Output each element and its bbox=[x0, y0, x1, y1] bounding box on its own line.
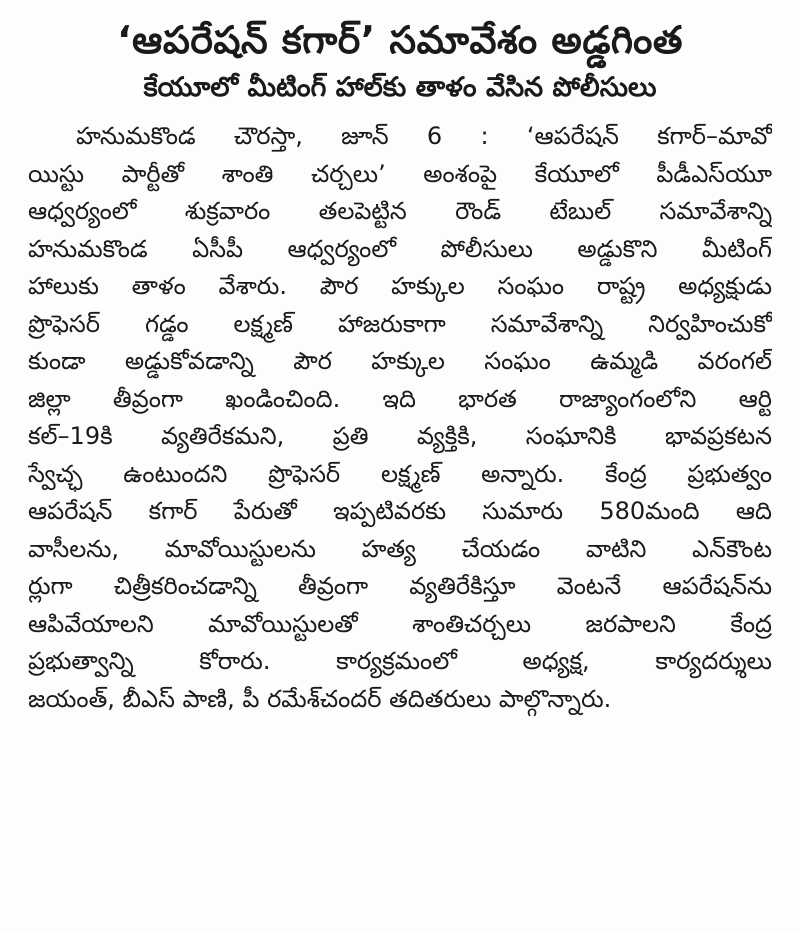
body-line: ఆపివేయాలని మావోయిస్టులతో శాంతిచర్చలు జరపాలని కేంద్ర bbox=[28, 609, 772, 638]
body-line: ఆపరేషన్ కగార్ పేరుతో ఇప్పటివరకు సుమారు 580మంది ఆది bbox=[28, 497, 772, 525]
body-line: హనుమకొండ ఏసీపీ ఆధ్వర్యంలో పోలీసులు అడ్డుకొని మీటింగ్ bbox=[28, 234, 772, 263]
body-line: కల్–19కి వ్యతిరేకమని, ప్రతి వ్యక్తికి, సంఘానికి భావప్రకటన bbox=[28, 422, 772, 450]
body-line: వాసీలను, మావోయిస్టులను హత్య చేయడం వాటిని ఎన్‌కౌంట bbox=[28, 534, 772, 563]
body-line: ఆధ్వర్యంలో శుక్రవారం తలపెట్టిన రౌండ్ టేబుల్ సమావేశాన్ని bbox=[28, 197, 772, 225]
subheadline: కేయూలో మీటింగ్ హాల్‌కు తాళం వేసిన పోలీసులు bbox=[143, 72, 657, 103]
headline: ‘ఆపరేషన్ కగార్’ సమావేశం అడ్డగింత bbox=[117, 18, 683, 62]
body-line: ప్రొఫెసర్ గడ్డం లక్ష్మణ్ హాజరుకాగా సమావేశాన్ని నిర్వహించుకో bbox=[28, 309, 772, 338]
body-line: ర్లుగా చిత్రీకరించడాన్ని తీవ్రంగా వ్యతిరేకిస్తూ వెంటనే ఆపరేషన్‌ను bbox=[28, 572, 772, 600]
body-line: జిల్లా తీవ్రంగా ఖండించింది. ఇది భారత రాజ్యాంగంలోని ఆర్టి bbox=[28, 384, 772, 413]
body-line: యిస్టు పార్టీతో శాంతి చర్చలు’ అంశంపై కేయూలో పీడీఎస్‌యూ bbox=[28, 159, 772, 188]
body-line: జయంత్, బీఎస్ పాణి, పీ రమేశ్‌చందర్ తదితరులు పాల్గొన్నారు. bbox=[28, 684, 612, 713]
body-line: ప్రభుత్వాన్ని కోరారు. కార్యక్రమంలో అధ్యక్ష, కార్యదర్శులు bbox=[28, 647, 772, 675]
body-line: కుండా అడ్డుకోవడాన్ని పౌర హక్కుల సంఘం ఉమ్మడి వరంగల్ bbox=[28, 347, 772, 375]
article-body bbox=[28, 118, 772, 718]
body-line: హనుమకొండ చౌరస్తా, జూన్ 6 : ‘ఆపరేషన్ కగార్–మావో bbox=[76, 122, 772, 150]
body-line: హాలుకు తాళం వేశారు. పౌర హక్కుల సంఘం రాష్ట్ర అధ్యక్షుడు bbox=[28, 272, 772, 300]
body-line: స్వేచ్ఛ ఉంటుందని ప్రొఫెసర్ లక్ష్మణ్ అన్నారు. కేంద్ర ప్రభుత్వం bbox=[28, 459, 772, 488]
